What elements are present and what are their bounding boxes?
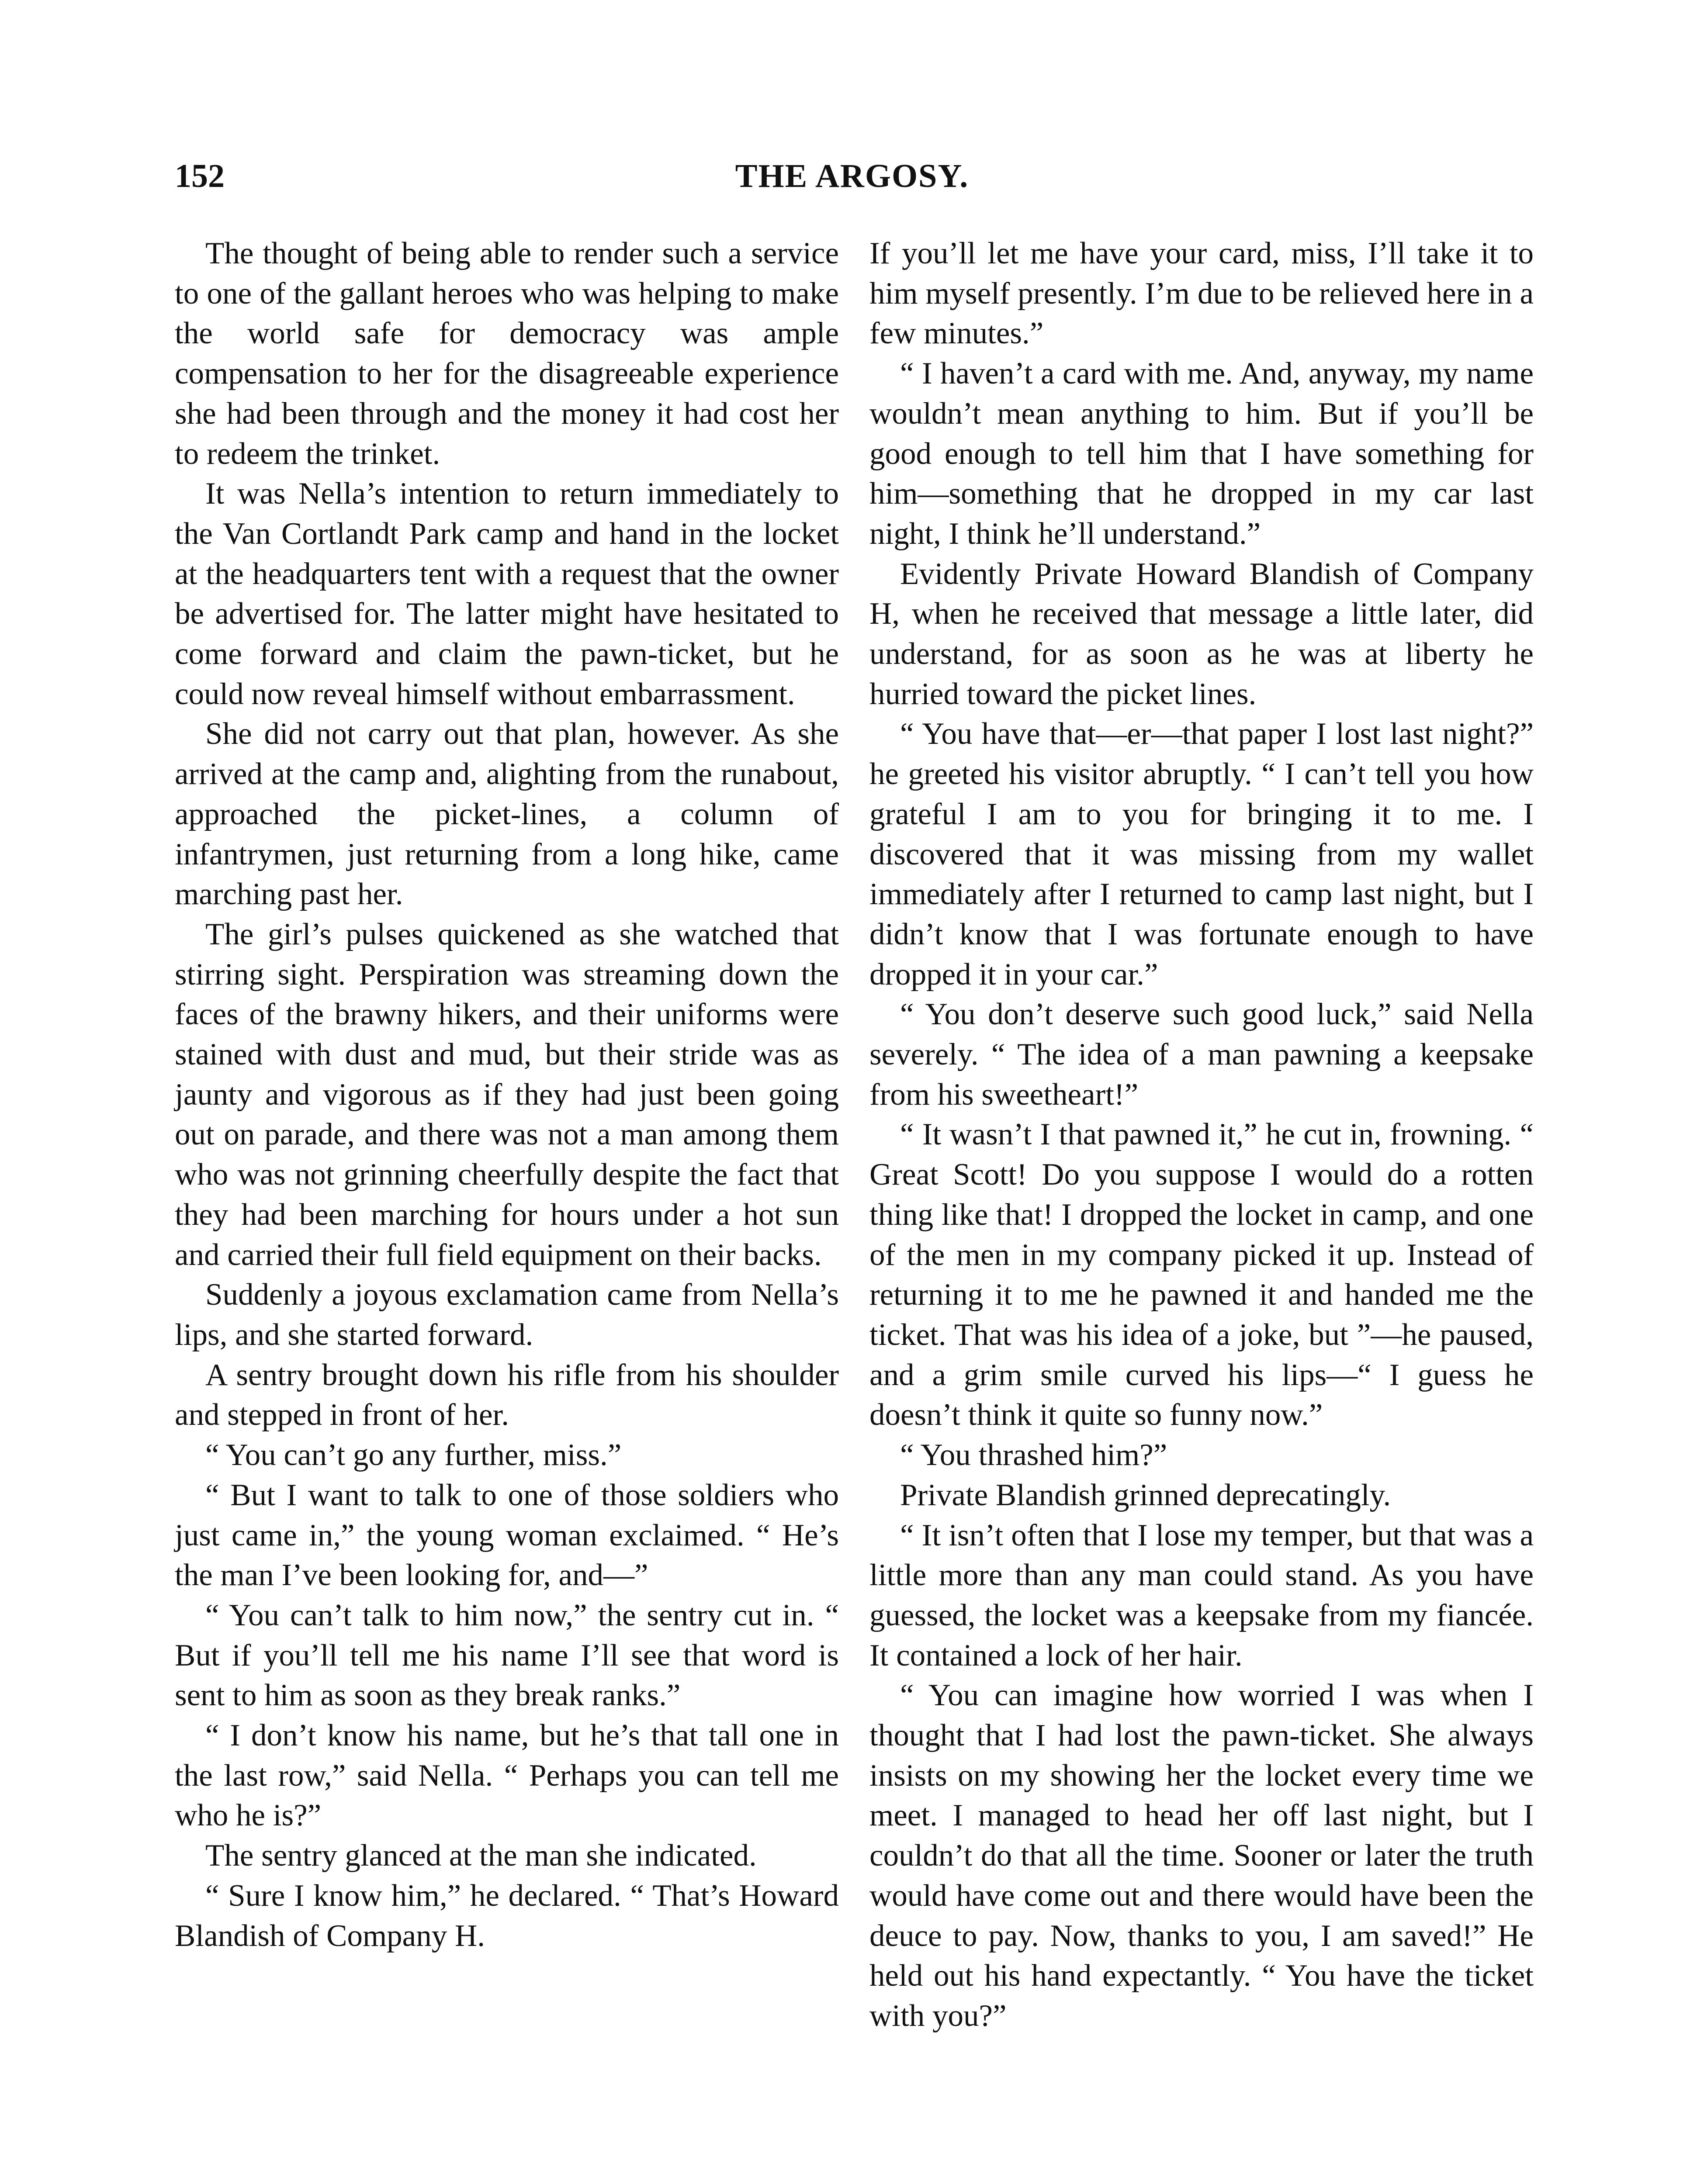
paragraph: “ But I want to talk to one of those soldiers who just came in,” the young woman exclaimed. “ He’s the man I’ve been looking for, and—”	[175, 1478, 839, 1593]
right-column	[869, 234, 1534, 2036]
paragraph: The thought of being able to render such a service to one of the gallant heroes who was helping to make the world safe for democracy was ample compensation to her for the disagreeable experience she had been through and the money it had cost her to redeem the trinket.	[175, 236, 839, 471]
left-column	[175, 234, 839, 1956]
paragraph: “ You thrashed him?”	[900, 1438, 1167, 1472]
paragraph: “ You can’t talk to him now,” the sentry cut in. “ But if you’ll tell me his name I’ll see that word is sent to him as soon as they break ranks.”	[175, 1598, 839, 1713]
paragraph: “ You don’t deserve such good luck,” said Nella severely. “ The idea of a man pawning a keepsake from his sweetheart!”	[869, 997, 1534, 1112]
running-title: THE ARGOSY.	[735, 158, 969, 194]
paragraph: “ You can imagine how worried I was when I thought that I had lost the pawn-ticket. She always insists on my showing her the locket every time we meet. I managed to head her off last night, but I couldn’t do that all the time. Sooner or later the truth would have come out and there would have been the deuce to pay. Now, thanks to you, I am saved!” He held out his hand expectantly. “ You have the ticket with you?”	[869, 1678, 1534, 2033]
paragraph: It was Nella’s intention to return immediately to the Van Cortlandt Park camp and hand in the locket at the headquarters tent with a request that the owner be advertised for. The latter might have hesitated to come forward and claim the pawn-ticket, but he could now reveal himself without embarrassment.	[175, 477, 839, 711]
paragraph: Private Blandish grinned deprecatingly.	[900, 1478, 1391, 1512]
paragraph: Evidently Private Howard Blandish of Company H, when he received that message a little later, did understand, for as soon as he was at liberty he hurried toward the picket lines.	[869, 556, 1534, 711]
paragraph: Suddenly a joyous exclamation came from Nella’s lips, and she started forward.	[175, 1278, 839, 1352]
continued-paragraph: If you’ll let me have your card, miss, I’ll take it to him myself presently. I’m due to be relieved here in a few minutes.”	[869, 236, 1534, 351]
paragraph: “ You can’t go any further, miss.”	[205, 1438, 622, 1472]
paragraph: “ Sure I know him,” he declared. “ That’s Howard Blandish of Company H.	[175, 1878, 839, 1953]
page-header	[175, 157, 1529, 218]
paragraph: The girl’s pulses quickened as she watched that stirring sight. Perspiration was streaming down the faces of the brawny hikers, and their uniforms were stained with dust and mud, but their stride was as jaunty and vigorous as if they had just been going out on parade, and there was not a man among them who was not grinning cheerfully despite the fact that they had been marching for hours under a hot sun and carried their full field equipment on their backs.	[175, 917, 839, 1272]
paragraph: “ I don’t know his name, but he’s that tall one in the last row,” said Nella. “ Perhaps you can tell me who he is?”	[175, 1718, 839, 1833]
paragraph: “ It wasn’t I that pawned it,” he cut in, frowning. “ Great Scott! Do you suppose I would do a rotten thing like that! I dropped the locket in camp, and one of the men in my company picked it up. Instead of returning it to me he pawned it and handed me the ticket. That was his idea of a joke, but ”—he paused, and a grim smile curved his lips—“ I guess he doesn’t think it quite so funny now.”	[869, 1117, 1534, 1432]
paragraph: She did not carry out that plan, however. As she arrived at the camp and, alighting from the runabout, approached the picket-lines, a column of infantrymen, just returning from a long hike, came marching past her.	[175, 717, 839, 912]
paragraph: “ I haven’t a card with me. And, anyway, my name wouldn’t mean anything to him. But if you’ll be good enough to tell him that I have something for him—something that he dropped in my car last night, I think he’ll understand.”	[869, 356, 1534, 551]
paragraph: “ You have that—er—that paper I lost last night?” he greeted his visitor abruptly. “ I can’t tell you how grateful I am to you for bringing it to me. I discovered that it was missing from my wallet immediately after I returned to camp last night, but I didn’t know that I was fortunate enough to have dropped it in your car.”	[869, 717, 1534, 992]
paragraph: The sentry glanced at the man she indicated.	[205, 1838, 757, 1873]
page-number: 152	[175, 158, 225, 194]
paragraph: A sentry brought down his rifle from his shoulder and stepped in front of her.	[175, 1358, 839, 1432]
paragraph: “ It isn’t often that I lose my temper, but that was a little more than any man could stand. As you have guessed, the locket was a keepsake from my fiancée. It contained a lock of her hair.	[869, 1518, 1534, 1673]
